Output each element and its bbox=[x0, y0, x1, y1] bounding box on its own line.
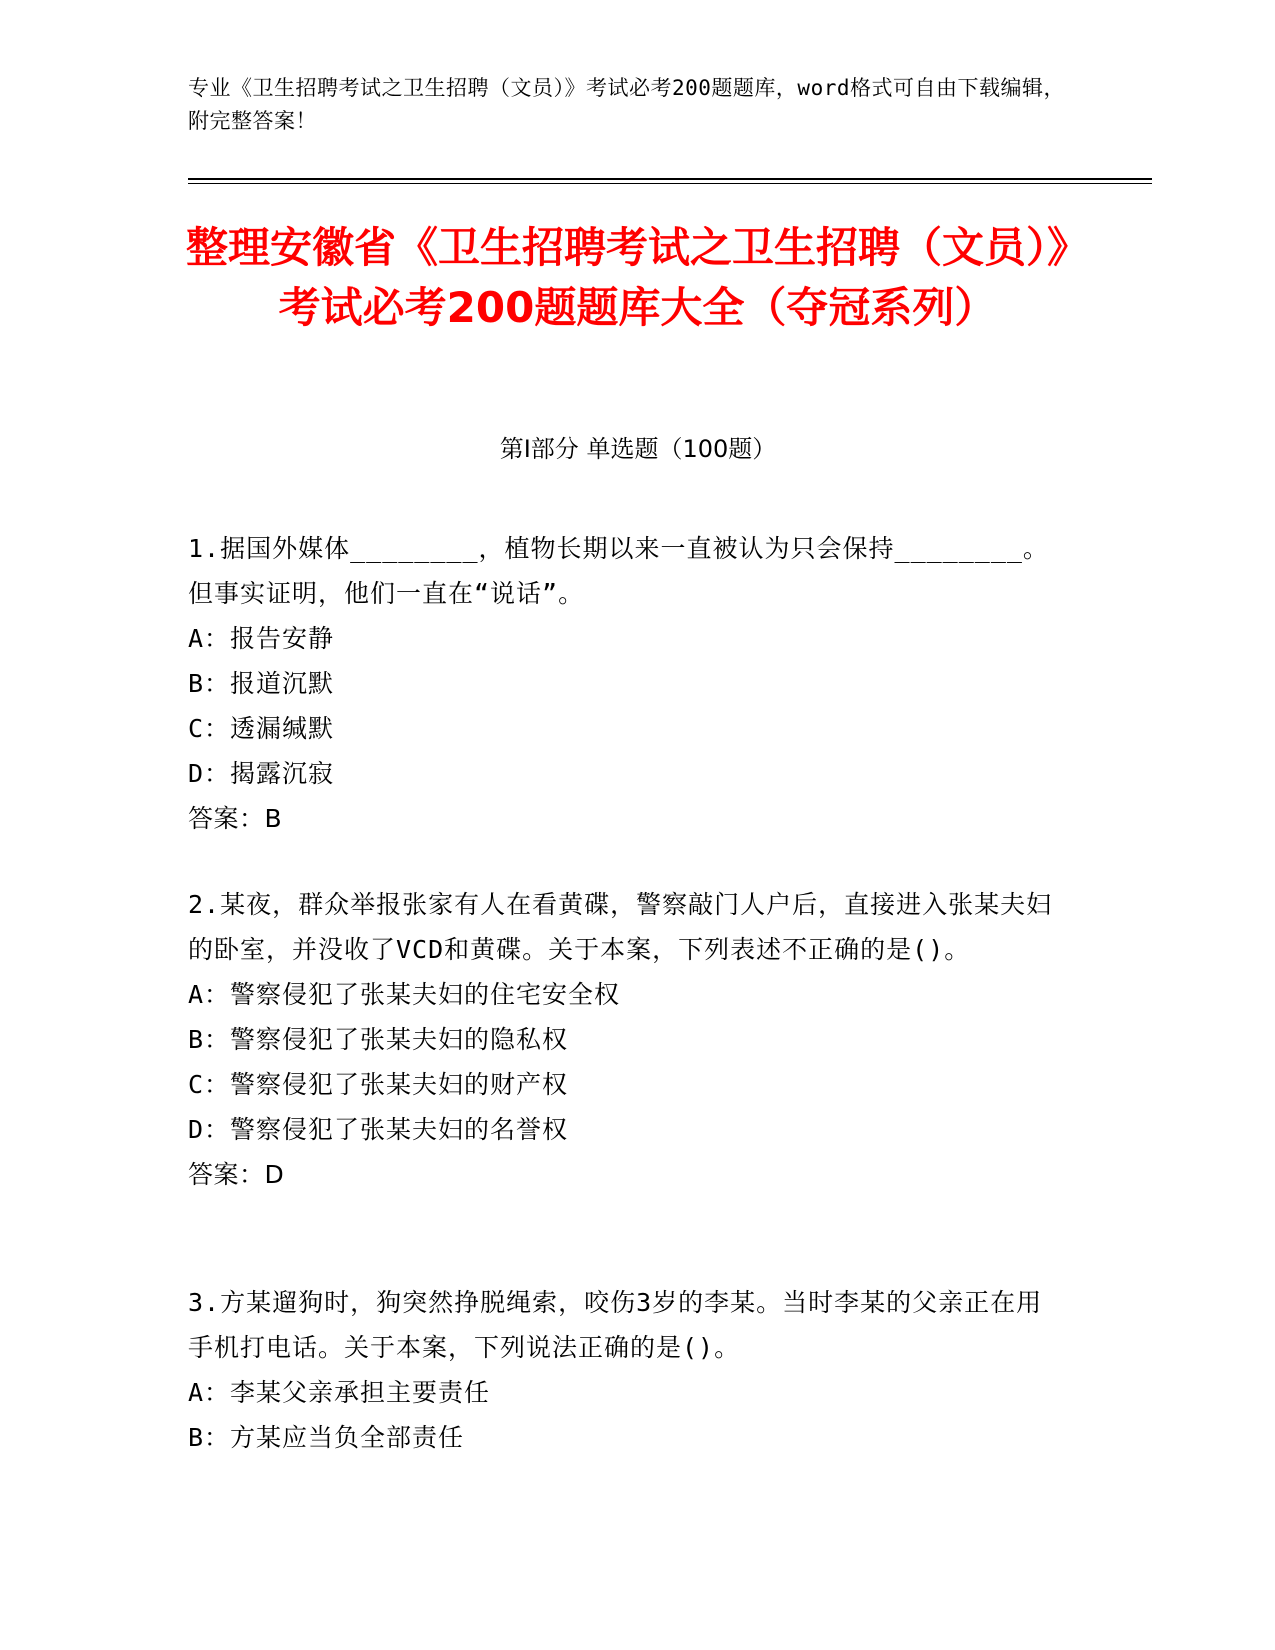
header-divider bbox=[188, 178, 1152, 180]
option-b: B：警察侵犯了张某夫妇的隐私权 bbox=[188, 1025, 569, 1054]
option-c: C：透漏缄默 bbox=[188, 714, 335, 743]
option-a: A：李某父亲承担主要责任 bbox=[188, 1378, 491, 1407]
question-stem: 1.据国外媒体________，植物长期以来一直被认为只会保持________。但事实证明，他们一直在“说话”。 bbox=[188, 534, 1049, 608]
question-stem: 3.方某遛狗时，狗突然挣脱绳索，咬伤3岁的李某。当时李某的父亲正在用手机打电话。关于本案，下列说法正确的是()。 bbox=[188, 1288, 1043, 1362]
question-stem: 2.某夜，群众举报张家有人在看黄碟，警察敲门人户后，直接进入张某夫妇的卧室，并没收了VCD和黄碟。关于本案，下列表述不正确的是()。 bbox=[188, 890, 1053, 964]
header-note: 专业《卫生招聘考试之卫生招聘（文员）》考试必考200题题库，word格式可自由下载编辑，附完整答案！ bbox=[188, 76, 1065, 133]
option-a: A：报告安静 bbox=[188, 624, 335, 653]
question-1 bbox=[188, 526, 1068, 841]
header-divider-thin bbox=[188, 183, 1152, 184]
option-d: D：揭露沉寂 bbox=[188, 759, 335, 788]
section-title: 第I部分 单选题（100题） bbox=[499, 435, 777, 463]
option-d: D：警察侵犯了张某夫妇的名誉权 bbox=[188, 1115, 569, 1144]
answer: 答案：B bbox=[188, 804, 283, 833]
option-c: C：警察侵犯了张某夫妇的财产权 bbox=[188, 1070, 569, 1099]
document-title: 整理安徽省《卫生招聘考试之卫生招聘（文员）》考试必考200题题库大全（夺冠系列） bbox=[185, 223, 1089, 332]
answer: 答案：D bbox=[188, 1160, 285, 1189]
question-3 bbox=[188, 1280, 1068, 1460]
option-b: B：方某应当负全部责任 bbox=[188, 1423, 465, 1452]
question-2 bbox=[188, 882, 1068, 1197]
option-a: A：警察侵犯了张某夫妇的住宅安全权 bbox=[188, 980, 621, 1009]
option-b: B：报道沉默 bbox=[188, 669, 335, 698]
